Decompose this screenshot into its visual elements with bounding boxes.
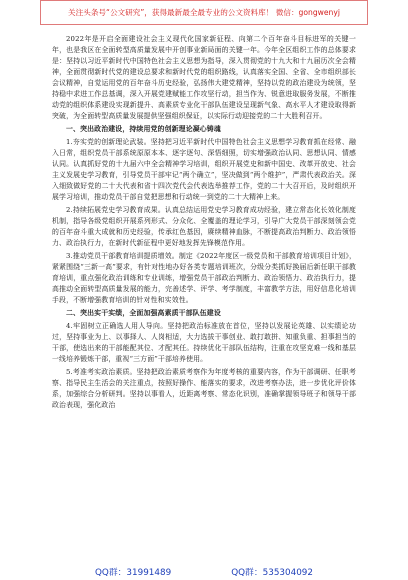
section-heading-1: 一、突出政治建设，持续用党的创新理论凝心铸魂 bbox=[66, 125, 221, 133]
section-heading-2: 二、突出实干实绩，全面加强高素质干部队伍建设 bbox=[66, 309, 221, 317]
page-footer bbox=[40, 562, 368, 580]
intro-paragraph: 2022年是开启全面建设社会主义现代化国家新征程、向第二个百年奋斗目标进军的关键一年，也是我区在全面转型高质量发展中开创事业新局面的关键一年。今年全区组织工作的总体要求是：坚持以习近平新时代中国特色社会主义思想为指导，深入贯彻党的十九大和十九届历次全会精神，全面贯彻新时代党的建设总要求和新时代党的组织路线，认真落实全国、全省、全市组织部长会议精神，自觉运用党的百年奋斗历史经验，弘扬伟大建党精神，坚持以党的政治建设为统领，坚持稳中求进工作总基调，深入开展党建赋能工作攻坚行动，担当作为、锐意进取服务发展，不断推动党的组织体系建设实现新提升、高素质专业化干部队伍建设呈现新气象、高水平人才建设取得新突破，为全面转型高质量发展提供坚强组织保证，以实际行动迎接党的二十大胜利召开。 bbox=[52, 35, 356, 120]
qq-group-2: QQ群：535304092 bbox=[231, 567, 314, 578]
paragraph-item-4: 4.牢固树立正确选人用人导向。坚持把政治标准放在首位，坚持以发展论英雄、以实绩论功过，坚持事业为上、以事择人、人岗相适，大力选拔干事创业、敢打敢拼、知重负重、担事担当的干部，使选出来的干部能配其位、才配其任。持续优化干部队伍结构，注重在攻坚克难一线和基层一线培养锻炼干部，重视“三方面”干部培养使用。 bbox=[52, 322, 356, 363]
qq-group-1: QQ群：31991489 bbox=[94, 567, 172, 578]
paragraph-item-2: 2.持续拓展党史学习教育成果。认真总结运用党史学习教育成功经验，建立常态化长效化制度机制，指导各级党组织开展系列形式、分众化、全覆盖的理论学习，引导广大党员干部深刻领会党的百年奋斗重大成就和历史经验，传承红色基因，赓续精神血脉，不断提高政治判断力、政治领悟力、政治执行力，在新时代新征程中更好地发挥先锋模范作用。 bbox=[52, 206, 356, 247]
paragraph-item-1: 1.夯实党的创新理论武装。坚持把习近平新时代中国特色社会主义思想学习教育抓在经常、融入日常，组织党员干部系统原原本本、逐字逐句、深悟细照，切实增强政治认同、思想认同、情感认同。认真抓好党的十九届六中全会精神学习培训，组织开展党史和新中国史、改革开放史、社会主义发展史学习教育，引导党员干部牢记“两个确立”，坚决做到“两个维护”，严肃代表政治关。深入细致做好党的二十大代表和省十四次党代会代表选举推荐工作，党的二十大召开后，及时组织开展学习培训，推动党员干部自觉把思想和行动统一到党的二十大精神上来。 bbox=[52, 138, 356, 201]
paragraph-item-5: 5.考准考实政治素质。坚持把政治素质考察作为年度考核的重要内容，作为干部调研、任职考察、指导民主生活会的关注重点，按照好操作、能落实的要求，改进考察办法，进一步优化评价体系，加强综合分析研判。坚持以事看人，近距离考察、常态化识别，准确掌握领导班子和领导干部政治表现，强化政治 bbox=[52, 368, 356, 409]
promo-banner-text: 关注头条号“公文研究”，获得最新最全最专业的公文资料库！ 微信：gongwenyj bbox=[68, 8, 340, 17]
paragraph-item-3: 3.推动党员干部教育培训提质增效。制定《2022年度区一级党员和干部教育培训项目计划》，紧紧围绕“三新一高”要求，有针对性地办好各类专题培训班次，分级分类抓好换届后新任职干部教育培训，重点强化政治训练和专业训练，增强党员干部政治判断力、政治领悟力、政治执行力，提高推动全面转型高质量发展的能力，完善述学、评学、考学制度，丰富教学方法，用好信息化培训手段，不断增强教育培训的针对性和实效性。 bbox=[52, 252, 356, 304]
promo-banner bbox=[40, 0, 368, 25]
document-body bbox=[52, 34, 356, 411]
